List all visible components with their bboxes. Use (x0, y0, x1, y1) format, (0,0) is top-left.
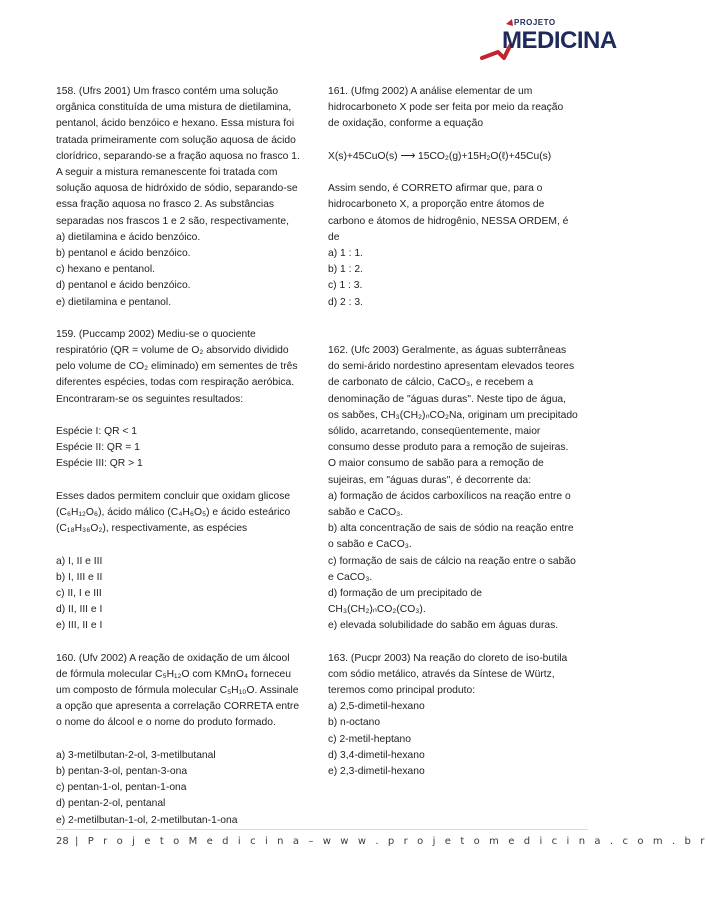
text-line: a opção que apresenta a correlação CORRETA entre (56, 701, 300, 713)
text-line: 158. (Ufrs 2001) Um frasco contém uma solução (56, 86, 279, 97)
text-line: sujeiras, em "águas duras", é decorrente da: (328, 474, 532, 486)
text-line: separadas nos frascos 1 e 2 são, respectivamente, (56, 215, 289, 227)
text-line: e) elevada solubilidade do sabão em águas duras. (328, 620, 559, 632)
text-line: clorídrico, separando-se a fração aquosa no frasco 1. (56, 150, 300, 162)
page-number: 28 (56, 836, 69, 847)
text-line: hidrocarboneto X, a proporção entre átomos de (328, 199, 545, 211)
text-line: sabão e CaCO₃. (328, 507, 404, 519)
text-line: c) pentan-1-ol, pentan-1-ona (56, 782, 187, 794)
text-line: d) formação de um precipitado de (328, 588, 482, 600)
text-line: e) dietilamina e pentanol. (56, 296, 172, 308)
blank-line (328, 327, 590, 343)
text-line: tratada primeiramente com solução aquosa de ácido (56, 134, 296, 146)
question-block (56, 327, 318, 635)
text-line: solução aquosa de hidróxido de sódio, separando-se (56, 183, 298, 195)
blank-line (56, 473, 318, 489)
text-line: Espécie I: QR < 1 (56, 426, 137, 438)
text-line: O maior consumo de sabão para a remoção de (328, 458, 544, 470)
text-line: CH₃(CH₂)ₙCO₂(CO₃). (328, 604, 426, 616)
text-line: X(s)+45CuO(s) ⟶ 15CO₂(g)+15H₂O(ℓ)+45Cu(s) (328, 150, 552, 162)
left-column (56, 84, 318, 845)
text-line: o nome do álcool e o nome do produto formado. (56, 717, 276, 729)
text-line: (C₁₈H₃₆O₂), respectivamente, as espécies (56, 523, 248, 535)
text-line: 160. (Ufv 2002) A reação de oxidação de um álcool (56, 652, 290, 664)
footer-site-text: | P r o j e t o M e d i c i n a – w w w . p r o j e t o m e d i c i n a . c o m . b r (75, 836, 707, 847)
text-line: b) n-octano (328, 717, 381, 729)
text-line: consumo desse produto para a remoção de sujeiras. (328, 442, 569, 454)
question-block (56, 84, 318, 311)
text-line: Espécie II: QR = 1 (56, 442, 140, 454)
text-line: os sabões, CH₃(CH₂)ₙCO₂Na, originam um precipitado (328, 409, 578, 421)
text-line: de oxidação, conforme a equação (328, 118, 484, 130)
text-line: Assim sendo, é CORRETO afirmar que, para o (328, 183, 543, 195)
blank-line (56, 537, 318, 553)
projeto-medicina-logo (480, 18, 617, 64)
right-column (328, 84, 590, 796)
text-line: a) 3-metilbutan-2-ol, 3-metilbutanal (56, 749, 216, 761)
text-line: de carbonato de cálcio, CaCO₃, e recebem a (328, 377, 534, 389)
text-line: d) 3,4-dimetil-hexano (328, 749, 425, 761)
logo-medicina-text: MEDICINA (502, 27, 617, 54)
text-line: do semi-árido nordestino apresentam elevados teores (328, 361, 575, 373)
page-footer (56, 836, 707, 847)
text-line: denominação de "águas duras". Neste tipo de água, (328, 393, 567, 405)
text-line: c) 2-metil-heptano (328, 733, 411, 745)
text-line: 162. (Ufc 2003) Geralmente, as águas subterrâneas (328, 345, 567, 356)
text-line: a) formação de ácidos carboxílicos na reação entre o (328, 490, 571, 502)
text-line: d) 2 : 3. (328, 296, 363, 308)
text-line: b) alta concentração de sais de sódio na reação entre (328, 523, 574, 535)
text-line: d) pentan-2-ol, pentanal (56, 798, 166, 810)
text-line: com sódio metálico, através da Síntese de Würtz, (328, 668, 555, 680)
text-line: Esses dados permitem concluir que oxidam glicose (56, 490, 291, 502)
text-line: d) pentanol e ácido benzóico. (56, 280, 191, 292)
blank-line (56, 408, 318, 424)
text-line: Encontraram-se os seguintes resultados: (56, 393, 244, 405)
text-line: c) formação de sais de cálcio na reação entre o sabão (328, 555, 576, 567)
text-line: d) II, III e I (56, 604, 103, 616)
text-line: 159. (Puccamp 2002) Mediu-se o quociente (56, 328, 256, 340)
blank-line (328, 165, 590, 181)
text-line: c) 1 : 3. (328, 280, 363, 292)
text-line: o sabão e CaCO₃. (328, 539, 412, 551)
text-line: b) pentan-3-ol, pentan-3-ona (56, 766, 188, 778)
text-line: diferentes espécies, todas com respiração aeróbica. (56, 377, 295, 389)
question-block (56, 651, 318, 829)
text-line: a) 2,5-dimetil-hexano (328, 701, 425, 713)
text-line: sólido, acarretando, conseqüentemente, maior (328, 426, 541, 438)
text-line: carbono e átomos de hidrogênio, NESSA ORDEM, é (328, 215, 569, 227)
text-line: b) pentanol e ácido benzóico. (56, 248, 191, 260)
text-line: a) 1 : 1. (328, 248, 363, 259)
text-line: e) 2,3-dimetil-hexano (328, 766, 425, 778)
text-line: a) dietilamina e ácido benzóico. (56, 231, 201, 243)
text-line: (C₆H₁₂O₆), ácido málico (C₄H₆O₅) e ácido esteárico (56, 507, 291, 519)
text-line: pentanol, ácido benzóico e hexano. Essa mistura foi (56, 118, 295, 130)
text-line: b) I, III e II (56, 571, 103, 583)
blank-line (328, 133, 590, 149)
text-line: b) 1 : 2. (328, 264, 363, 276)
text-line: pelo volume de CO₂ eliminado) em sementes de três (56, 361, 298, 373)
text-line: de fórmula molecular C₅H₁₂O com KMnO₄ forneceu (56, 668, 291, 680)
text-line: e) 2-metilbutan-1-ol, 2-metilbutan-1-ona (56, 814, 238, 826)
text-line: a) I, II e III (56, 555, 103, 567)
text-line: 161. (Ufmg 2002) A análise elementar de um (328, 86, 533, 97)
text-line: e CaCO₃. (328, 571, 373, 583)
text-line: essa fração aquosa no frasco 2. As substâncias (56, 199, 275, 211)
footer-divider (56, 829, 588, 830)
text-line: teremos como principal produto: (328, 685, 476, 697)
text-line: orgânica constituída de uma mistura de dietilamina, (56, 102, 292, 114)
logo-projeto-text: PROJETO (514, 18, 556, 27)
text-line: um composto de fórmula molecular C₅H₁₀O. Assinale (56, 685, 299, 697)
question-block (328, 84, 590, 311)
text-line: A seguir a mistura remanescente foi tratada com (56, 167, 278, 179)
text-line: Espécie III: QR > 1 (56, 458, 143, 470)
text-line: e) III, II e I (56, 620, 103, 632)
blank-line (56, 732, 318, 748)
text-line: 163. (Pucpr 2003) Na reação do cloreto de iso-butila (328, 652, 568, 664)
text-line: respiratório (QR = volume de O₂ absorvido dividido (56, 345, 289, 357)
text-line: hidrocarboneto X pode ser feita por meio da reação (328, 102, 564, 114)
text-line: de (328, 231, 340, 243)
question-block (328, 327, 590, 635)
question-block (328, 651, 590, 781)
text-line: c) hexano e pentanol. (56, 264, 156, 276)
text-line: c) II, I e III (56, 588, 102, 600)
